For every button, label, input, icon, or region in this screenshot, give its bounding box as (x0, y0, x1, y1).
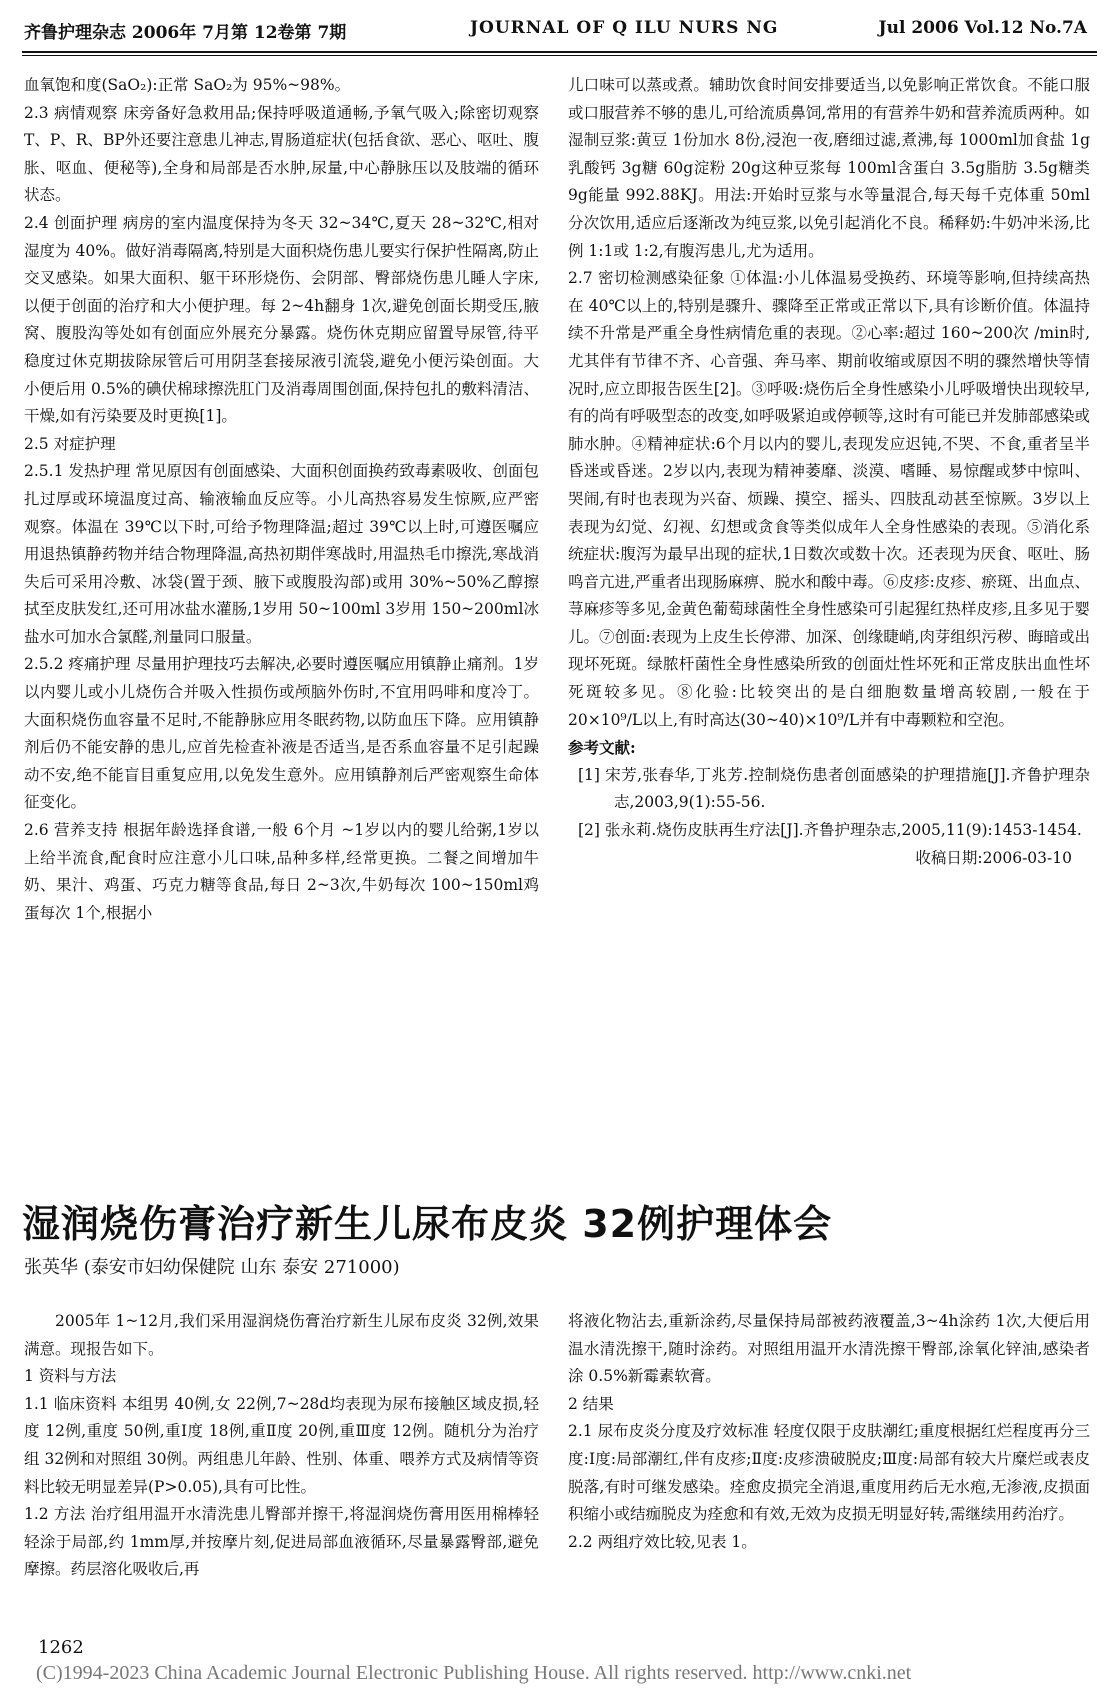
paragraph: 1.2 方法 治疗组用温开水清洗患儿臀部并擦干,将湿润烧伤膏用医用棉棒轻轻涂于局部,约 1mm厚,并按摩片刻,促进局部血液循环,尽量暴露臀部,避免摩擦。药层溶化吸收后,再 (24, 1505, 539, 1579)
column-top-left (24, 72, 539, 927)
paragraph: 2.5.1 发热护理 常见原因有创面感染、大面积创面换药致毒素吸收、创面包扎过厚或环境温度过高、输液输血反应等。小儿高热容易发生惊厥,应严密观察。体温在 39℃以下时,可给予物理降温;超过 39℃以上时,可遵医嘱应用退热镇静药物并结合物理降温,高热初期伴寒战时,用温热毛巾擦洗,寒战消失后可采用冷敷、冰袋(置于颈、腋下或腹股沟部)或用 30%~50%乙醇擦拭至皮肤发红,还可用冰盐水灌肠,1岁用 50~100ml 3岁用 150~200ml冰盐水可加水合氯醛,剂量同口服量。 (24, 462, 539, 646)
section-heading: 1 资料与方法 (24, 1367, 117, 1386)
paragraph: 将液化物沾去,重新涂药,尽量保持局部被药液覆盖,3~4h涂药 1次,大便后用温水清洗擦干,随时涂药。对照组用温开水清洗擦干臀部,涂氧化锌油,感染者涂 0.5%新霉素软膏。 (568, 1312, 1090, 1386)
paragraph: 1.1 临床资料 本组男 40例,女 22例,7~28d均表现为尿布接触区域皮损,轻度 12例,重度 50例,重Ⅰ度 18例,重Ⅱ度 20例,重Ⅲ度 12例。随机分为治疗组 32例和对照组 30例。两组患儿年龄、性别、体重、喂养方式及病情等资料比较无明显差异(P>0.05),具有可比性。 (24, 1394, 539, 1496)
section-heading: 2 结果 (568, 1394, 614, 1413)
running-header (0, 18, 1117, 48)
page-number: 1262 (38, 1637, 84, 1658)
header-journal-english: JOURNAL OF Q ILU NURS NG (470, 18, 779, 38)
references-heading: 参考文献: (568, 738, 636, 758)
paragraph: 血氧饱和度(SaO₂):正常 SaO₂为 95%~98%。 (24, 76, 351, 94)
reference-item: [1] 宋芳,张春华,丁兆芳.控制烧伤患者创面感染的护理措施[J].齐鲁护理杂志,2003,9(1):55-56. (578, 765, 1090, 812)
section-heading: 2.5 对症护理 (24, 434, 116, 453)
header-date-volume: Jul 2006 Vol.12 No.7A (878, 18, 1087, 38)
header-rule (22, 51, 1097, 53)
paragraph: 2.5.2 疼痛护理 尽量用护理技巧去解决,必要时遵医嘱应用镇静止痛剂。1岁以内婴儿或小儿烧伤合并吸入性损伤或颅脑外伤时,不宜用吗啡和度冷丁。大面积烧伤血容量不足时,不能静脉应用冬眠药物,以防血压下降。应用镇静剂后仍不能安静的患儿,应首先检查补液是否适当,是否系血容量不足引起躁动不安,绝不能盲目重复应用,以免发生意外。应用镇静剂后严密观察生命体征变化。 (24, 655, 539, 812)
paragraph: 2.4 创面护理 病房的室内温度保持为冬天 32~34℃,夏天 28~32℃,相对湿度为 40%。做好消毒隔离,特别是大面积烧伤患儿要实行保护性隔离,防止交叉感染。如果大面积、躯干环形烧伤、会阴部、臀部烧伤患儿睡人字床,以便于创面的治疗和大小便护理。每 2~4h翻身 1次,避免创面长期受压,腋窝、腹股沟等处如有创面应外展充分暴露。烧伤休克期应留置导尿管,待平稳度过休克期拔除尿管后可用阴茎套接尿液引流袋,避免小便污染创面。大小便后用 0.5%的碘伏棉球擦洗肛门及消毒周围创面,保持包扎的敷料清洁、干燥,如有污染要及时更换[1]。 (24, 213, 539, 426)
paragraph: 2.1 尿布皮炎分度及疗效标准 轻度仅限于皮肤潮红;重度根据红烂程度再分三度:Ⅰ度:局部潮红,伴有皮疹;Ⅱ度:皮疹溃破脱皮;Ⅲ度:局部有较大片糜烂或表皮脱落,有时可继发感染。痊愈皮损完全消退,重度用药后无水疱,无渗液,皮损面积缩小或结痂脱皮为痊愈和有效,无效为皮损无明显好转,需继续用药治疗。 (568, 1422, 1090, 1524)
column-top-right (568, 72, 1090, 872)
paragraph: 2.7 密切检测感染征象 ①体温:小儿体温易受换药、环境等影响,但持续高热在 40℃以上的,特别是骤升、骤降至正常或正常以下,具有诊断价值。体温持续不升常是严重全身性病情危重的表现。②心率:超过 160~200次 /min时,尤其伴有节律不齐、心音强、奔马率、期前收缩或原因不明的骤然增快等情况时,应立即报告医生[2]。③呼吸:烧伤后全身性感染小儿呼吸增快出现较早,有的尚有呼吸型态的改变,如呼吸紧迫或停顿等,这时有可能已并发肺部感染或肺水肿。④精神症状:6个月以内的婴儿,表现发应迟钝,不哭、不食,重者呈半昏迷或昏迷。2岁以内,表现为精神萎靡、淡漠、嗜睡、易惊醒或梦中惊叫、哭闹,有时也表现为兴奋、烦躁、摸空、摇头、四肢乱动甚至惊厥。3岁以上表现为幻觉、幻视、幻想或贪食等类似成年人全身性感染的表现。⑤消化系统症状:腹泻为最早出现的症状,1日数次或数十次。还表现为厌食、呕吐、肠鸣音亢进,严重者出现肠麻痹、脱水和酸中毒。⑥皮疹:皮疹、瘀斑、出血点、荨麻疹等多见,金黄色葡萄球菌性全身性感染可引起猩红热样皮疹,且多见于婴儿。⑦创面:表现为上皮生长停滞、加深、创缘睫峭,肉芽组织污秽、晦暗或出现坏死斑。绿脓杆菌性全身性感染所致的创面灶性坏死和正常皮肤出血性坏死斑较多见。⑧化验:比较突出的是白细胞数量增高较剧,一般在于 20×10⁹/L以上,有时高达(30~40)×10⁹/L并有中毒颗粒和空泡。 (568, 269, 1090, 729)
received-date: 收稿日期:2006-03-10 (915, 848, 1072, 867)
article-title: 湿润烧伤膏治疗新生儿尿布皮炎 32例护理体会 (22, 1202, 833, 1246)
paragraph: 2.3 病情观察 床旁备好急救用品;保持呼吸道通畅,予氧气吸入;除密切观察 T、P、R、BP外还要注意患儿神志,胃肠道症状(包括食欲、恶心、呕吐、腹胀、呕血、便秘等),全身和局部是否水肿,尿量,中心静脉压以及肢端的循环状态。 (24, 103, 539, 205)
paragraph: 2.6 营养支持 根据年龄选择食谱,一般 6个月 ~1岁以内的婴儿给粥,1岁以上给半流食,配食时应注意小儿口味,品种多样,经常更换。二餐之间增加牛奶、果汁、鸡蛋、巧克力糖等食品,每日 2~3次,牛奶每次 100~150ml鸡蛋每次 1个,根据小 (24, 821, 539, 922)
column-bottom-left (24, 1308, 539, 1584)
paragraph: 2005年 1~12月,我们采用湿润烧伤膏治疗新生儿尿布皮炎 32例,效果满意。现报告如下。 (24, 1312, 539, 1358)
header-rule-thin (22, 55, 1097, 56)
paragraph: 2.2 两组疗效比较,见表 1。 (568, 1532, 757, 1551)
paragraph: 儿口味可以蒸或煮。辅助饮食时间安排要适当,以免影响正常饮食。不能口服或口服营养不够的患儿,可给流质鼻饲,常用的有营养牛奶和营养流质两种。如湿制豆浆:黄豆 1份加水 8份,浸泡一夜,磨细过滤,煮沸,每 1000ml加食盐 1g乳酸钙 3g糖 60g淀粉 20g这种豆浆每 100ml含蛋白 3.5g脂肪 3.5g糖类 9g能量 992.88KJ。用法:开始时豆浆与水等量混合,每天每千克体重 50ml分次饮用,适应后逐渐改为纯豆浆,以免引起消化不良。稀释奶:牛奶冲米汤,比例 1:1或 1:2,有腹泻患儿,尤为适用。 (568, 76, 1090, 260)
reference-item: [2] 张永莉.烧伤皮肤再生疗法[J].齐鲁护理杂志,2005,11(9):1453-1454. (578, 821, 1082, 840)
author-affiliation: 张英华 (泰安市妇幼保健院 山东 泰安 271000) (24, 1257, 400, 1278)
column-bottom-right (568, 1308, 1090, 1556)
copyright-footer: (C)1994-2023 China Academic Journal Electronic Publishing House. All rights reserved. http://www.cnki.net (36, 1662, 912, 1684)
header-journal-issue: 齐鲁护理杂志 2006年 7月第 12卷第 7期 (24, 23, 347, 43)
